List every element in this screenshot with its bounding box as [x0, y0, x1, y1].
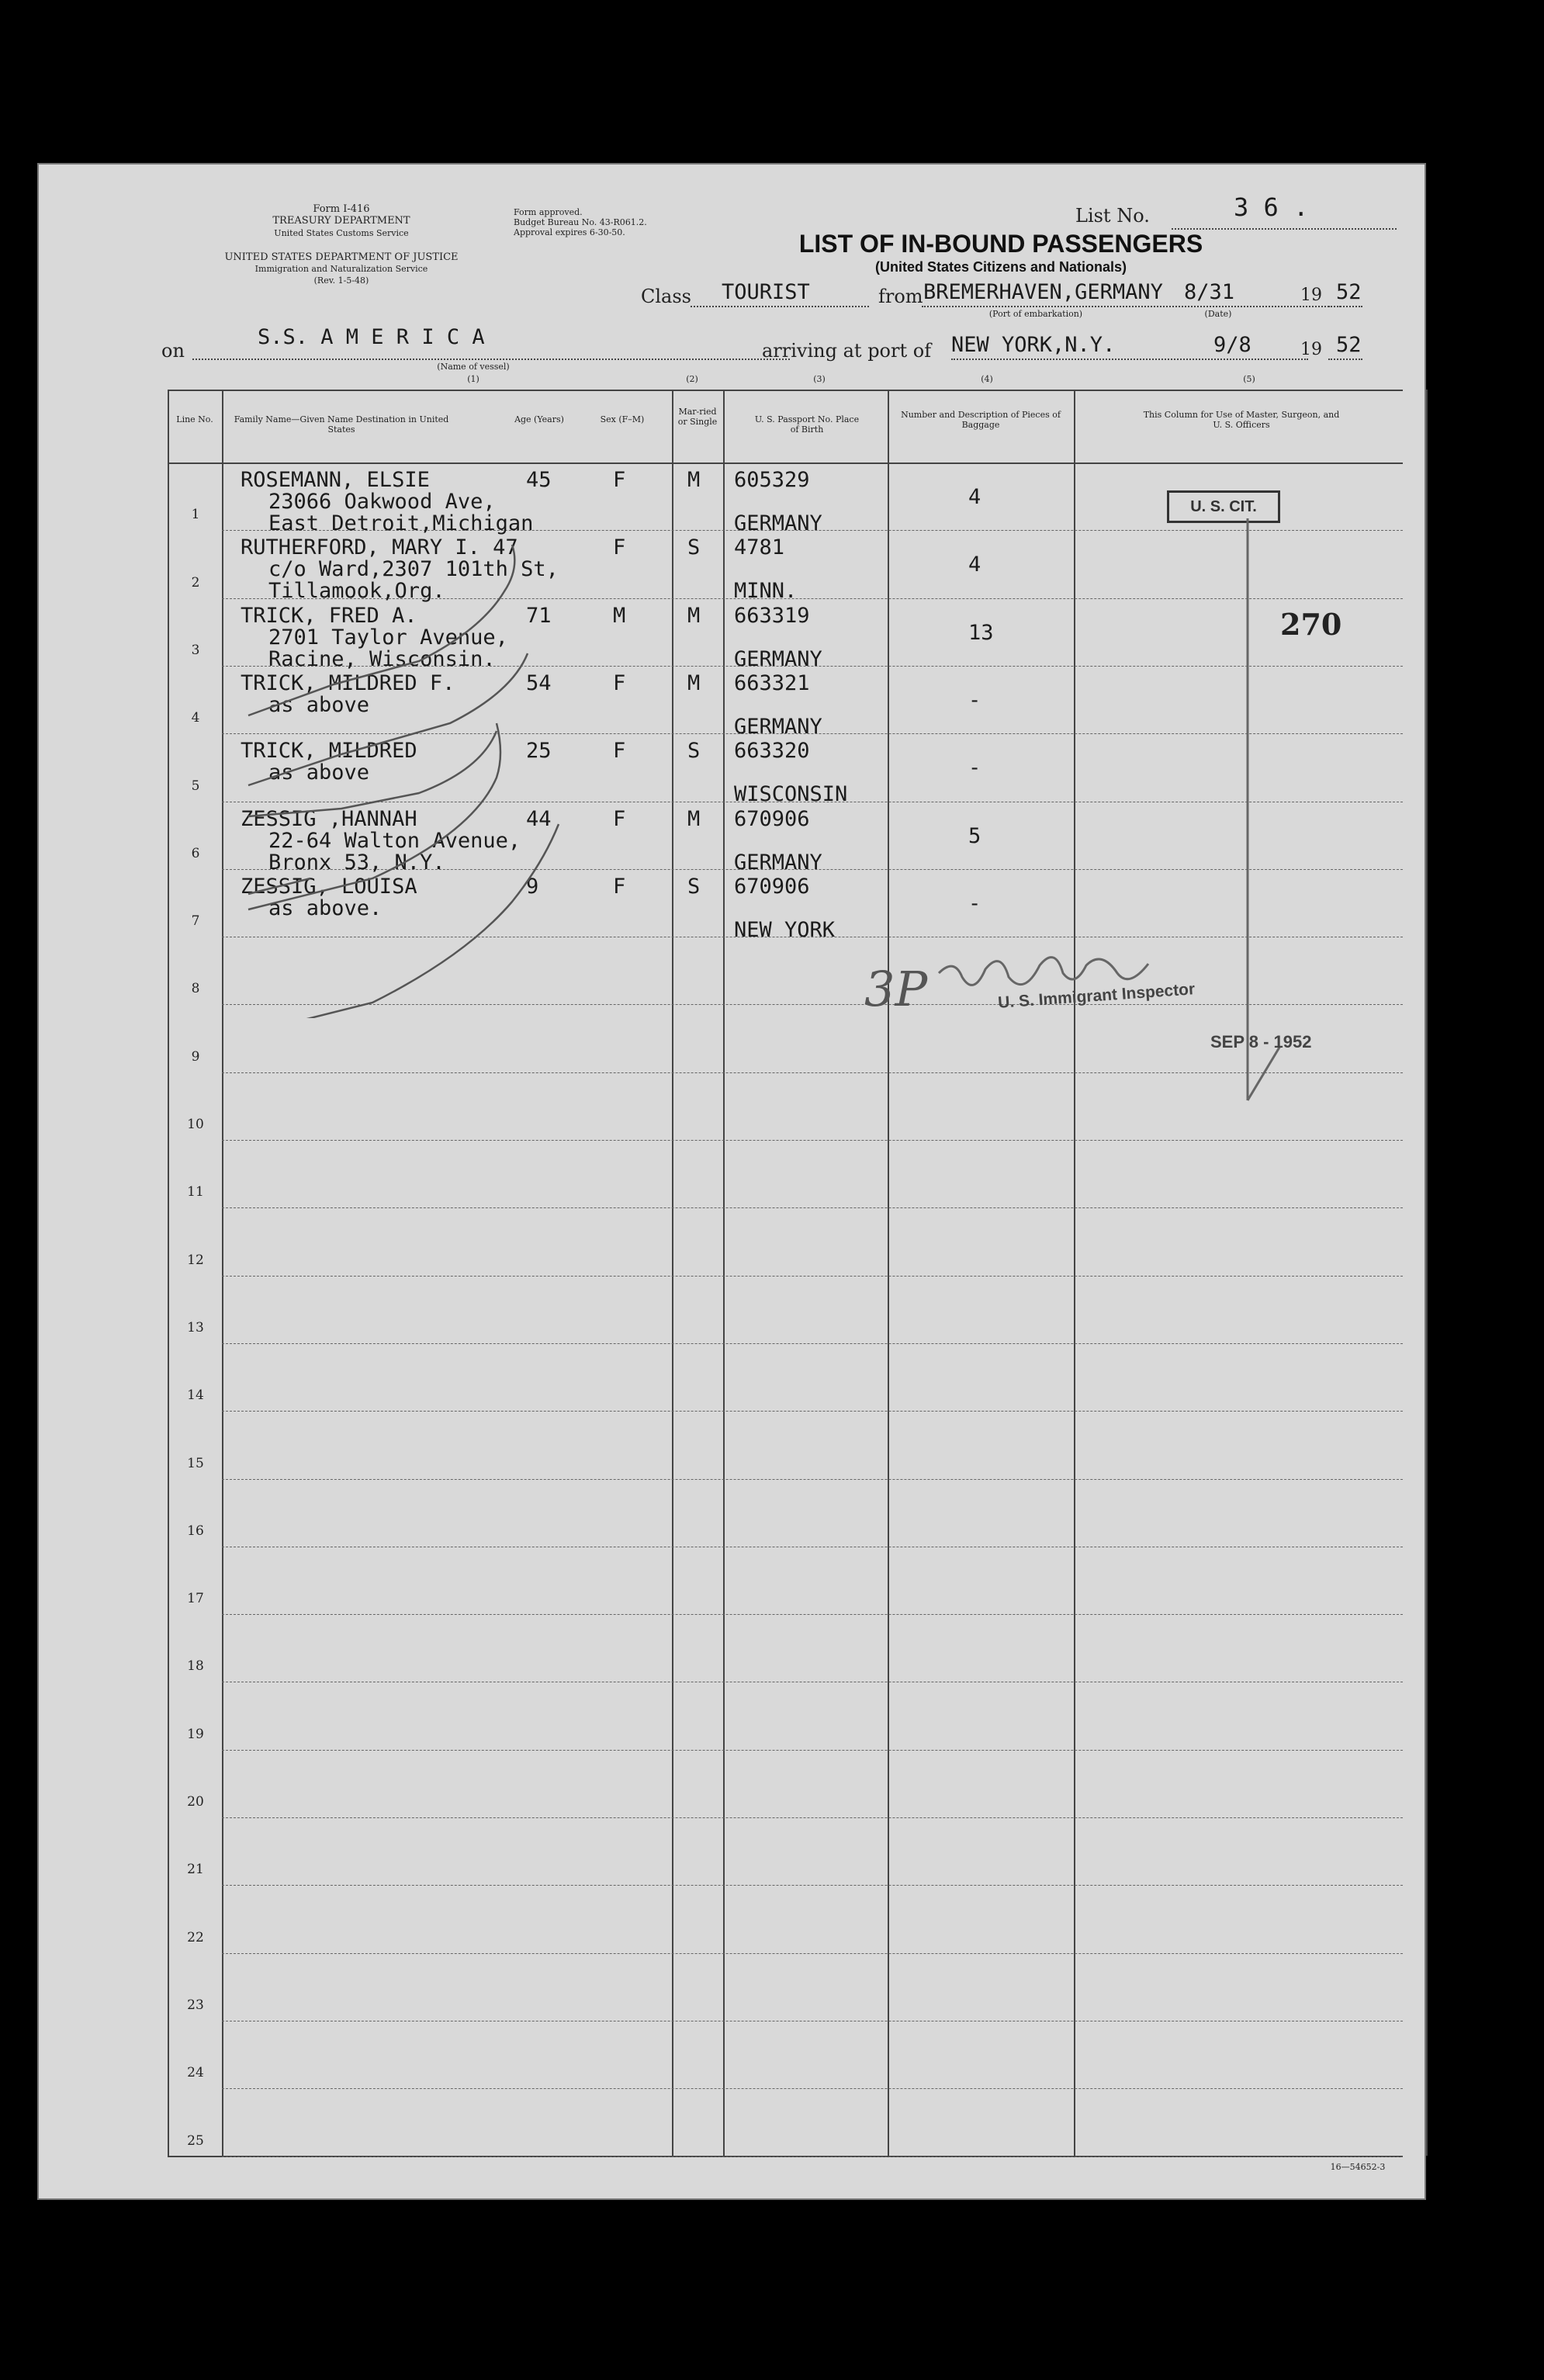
passenger-dest1: 22-64 Walton Avenue, [268, 829, 521, 853]
us-cit-stamp: U. S. CIT. [1167, 490, 1280, 523]
passenger-age: 9 [526, 875, 539, 899]
line-number: 3 [191, 643, 200, 658]
passenger-name: TRICK, MILDRED F. [241, 671, 455, 695]
bracket-mark [1195, 518, 1288, 1108]
col-num-5: (5) [1243, 374, 1255, 384]
passenger-age: 71 [526, 604, 552, 628]
passenger-dest1: as above [268, 693, 370, 717]
line-number: 5 [191, 778, 200, 794]
passenger-age: 45 [526, 468, 552, 492]
passenger-name: TRICK, MILDRED [241, 739, 417, 763]
dept-line-2: United States Customs Service [274, 228, 409, 238]
passenger-baggage: 4 [968, 553, 981, 577]
form-number: Form I-416 [313, 203, 370, 215]
line-number: 8 [191, 981, 200, 996]
passenger-baggage: 5 [968, 824, 981, 848]
passenger-dest2: East Detroit,Michigan [268, 511, 534, 535]
passenger-name: ROSEMANN, ELSIE [241, 468, 430, 492]
passenger-age: 44 [526, 807, 552, 831]
col-num-1: (1) [467, 374, 479, 384]
passenger-sex: F [613, 671, 626, 695]
passenger-passport: 605329 [734, 468, 810, 492]
passenger-passport: 670906 [734, 807, 810, 831]
passenger-passport: 663321 [734, 671, 810, 695]
pencil-check-marks [217, 475, 760, 1018]
line-number: 16 [187, 1523, 204, 1539]
passenger-name: RUTHERFORD, MARY I. 47 [241, 535, 518, 559]
date-caption: (Date) [1204, 309, 1232, 319]
header-line-no: Line No. [176, 414, 213, 424]
passenger-baggage: 13 [968, 621, 994, 645]
passenger-marital: S [687, 875, 701, 899]
on-label: on [161, 340, 185, 362]
col-num-4: (4) [981, 374, 993, 384]
passenger-marital: M [687, 807, 701, 831]
passenger-dest1: as above [268, 760, 370, 785]
header-married: Mar-ried or Single [677, 407, 718, 427]
from-value: BREMERHAVEN,GERMANY [923, 280, 1163, 304]
passenger-marital: M [687, 671, 701, 695]
dept-line-1: TREASURY DEPARTMENT [272, 215, 410, 227]
passenger-baggage: - [968, 756, 981, 780]
list-no-value: 3 6 . [1234, 192, 1309, 222]
passenger-sex: F [613, 468, 626, 492]
stamp-date: SEP 8 - 1952 [1210, 1032, 1312, 1051]
arriving-label: arriving at port of [762, 340, 932, 362]
passenger-dest1: c/o Ward,2307 101th St, [268, 557, 559, 581]
line-number: 14 [187, 1387, 204, 1403]
line-number: 11 [187, 1184, 204, 1200]
passenger-sex: F [613, 875, 626, 899]
line-number: 4 [191, 710, 200, 726]
manifest-page [37, 163, 1426, 2200]
line-number: 2 [191, 575, 200, 591]
passenger-birth: MINN. [734, 579, 798, 603]
port-caption: (Port of embarkation) [988, 309, 1083, 319]
arrival-port: NEW YORK,N.Y. [951, 333, 1116, 357]
line-number: 12 [187, 1252, 204, 1268]
passenger-dest2: Racine, Wisconsin. [268, 647, 496, 671]
line-number: 23 [187, 1997, 204, 2013]
passenger-dest2: Bronx 53, N.Y. [268, 850, 445, 875]
passenger-sex: M [613, 604, 626, 628]
arrival-date: 9/8 [1213, 333, 1251, 357]
header-passport: U. S. Passport No. Place of Birth [754, 414, 860, 435]
form-subtitle: (United States Citizens and Nationals) [874, 259, 1127, 275]
passenger-birth: WISCONSIN [734, 782, 848, 806]
passenger-marital: S [687, 535, 701, 559]
year-value: 52 [1336, 280, 1362, 304]
passenger-marital: S [687, 739, 701, 763]
line-number: 13 [187, 1320, 204, 1336]
passenger-passport: 663320 [734, 739, 810, 763]
dept-line-4: Immigration and Naturalization Service [254, 264, 428, 274]
header-sex: Sex (F–M) [600, 414, 645, 424]
col-num-2: (2) [686, 374, 698, 384]
approval-line-3: Approval expires 6-30-50. [514, 227, 625, 237]
vessel-caption: (Name of vessel) [437, 362, 510, 372]
header-officers: This Column for Use of Master, Surgeon, and U. S. Officers [1143, 410, 1340, 430]
passenger-passport: 663319 [734, 604, 810, 628]
dept-line-5: (Rev. 1-5-48) [313, 275, 369, 286]
passenger-passport: 4781 [734, 535, 785, 559]
header-age: Age (Years) [514, 414, 564, 424]
passenger-baggage: - [968, 892, 981, 916]
passenger-dest1: 23066 Oakwood Ave, [268, 490, 496, 514]
passenger-sex: F [613, 535, 626, 559]
line-number: 19 [187, 1727, 204, 1742]
passenger-baggage: 4 [968, 485, 981, 509]
passenger-name: ZESSIG ,HANNAH [241, 807, 417, 831]
passenger-dest2: Tillamook,Org. [268, 579, 445, 603]
passenger-dest1: 2701 Taylor Avenue, [268, 625, 508, 650]
approval-line-1: Form approved. [514, 207, 583, 217]
header-name: Family Name—Given Name Destination in United States [234, 414, 449, 435]
count-annotation: 270 [1280, 607, 1342, 642]
year-prefix: 19 [1300, 286, 1322, 305]
passenger-birth: GERMANY [734, 647, 822, 671]
inspector-stamp: U. S. Immigrant Inspector [997, 980, 1196, 1012]
dept-line-3: UNITED STATES DEPARTMENT OF JUSTICE [224, 251, 459, 263]
line-number: 20 [187, 1794, 204, 1810]
line-number: 22 [187, 1930, 204, 1945]
class-label: Class [641, 286, 691, 307]
passenger-name: ZESSIG, LOUISA [241, 875, 417, 899]
class-value: TOURIST [722, 280, 810, 304]
header-baggage: Number and Description of Pieces of Baggage [901, 410, 1061, 430]
approval-line-2: Budget Bureau No. 43-R061.2. [514, 217, 647, 227]
passenger-birth: NEW YORK [734, 918, 836, 942]
footer-code: 16—54652-3 [1330, 2162, 1386, 2172]
passenger-sex: F [613, 807, 626, 831]
col-num-3: (3) [813, 374, 826, 384]
passenger-age: 54 [526, 671, 552, 695]
vessel-name: S.S. A M E R I C A [258, 325, 485, 349]
line-number: 18 [187, 1658, 204, 1674]
passenger-birth: GERMANY [734, 850, 822, 875]
passenger-name: TRICK, FRED A. [241, 604, 417, 628]
arrival-year: 52 [1336, 333, 1362, 357]
line-number: 7 [191, 913, 200, 929]
passenger-birth: GERMANY [734, 511, 822, 535]
line-number: 21 [187, 1862, 204, 1877]
line-number: 25 [187, 2133, 204, 2149]
passenger-passport: 670906 [734, 875, 810, 899]
inspector-initials: 3P [864, 961, 928, 1017]
passenger-dest1: as above. [268, 896, 383, 920]
passenger-marital: M [687, 604, 701, 628]
line-number: 1 [191, 507, 200, 522]
line-number: 10 [187, 1117, 204, 1132]
arrival-year-prefix: 19 [1300, 340, 1322, 359]
line-number: 9 [191, 1049, 200, 1065]
line-number: 24 [187, 2065, 204, 2080]
passenger-age: 25 [526, 739, 552, 763]
line-number: 17 [187, 1591, 204, 1606]
passenger-marital: M [687, 468, 701, 492]
passenger-sex: F [613, 739, 626, 763]
line-number: 6 [191, 846, 200, 861]
line-number: 15 [187, 1456, 204, 1471]
form-title: LIST OF IN-BOUND PASSENGERS [798, 230, 1203, 258]
embark-date: 8/31 [1184, 280, 1235, 304]
passenger-baggage: - [968, 688, 981, 712]
passenger-birth: GERMANY [734, 715, 822, 739]
from-label: from [878, 286, 923, 307]
list-no-label: List No. [1075, 205, 1150, 227]
